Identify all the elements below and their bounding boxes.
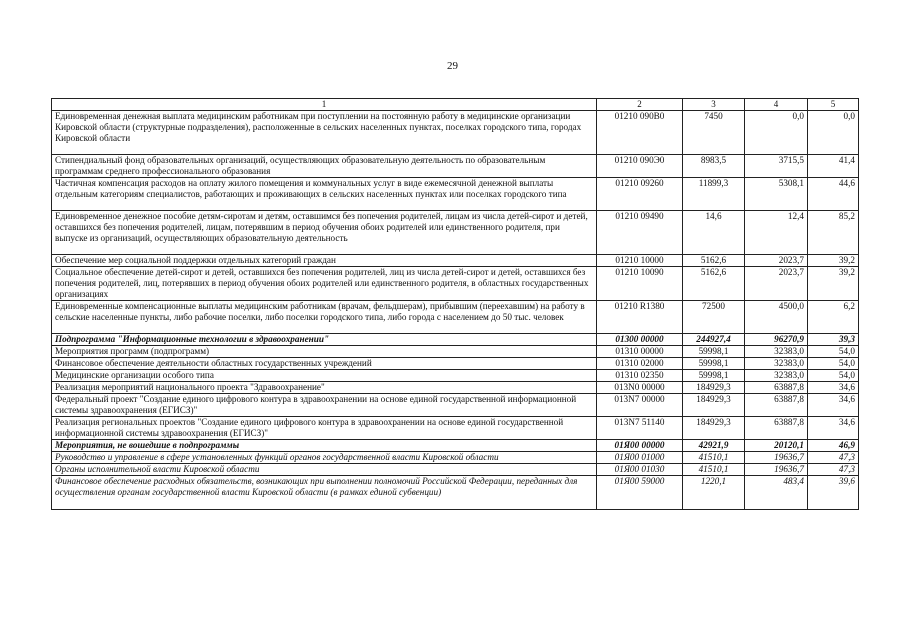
row-plan-cell: 1220,1 xyxy=(683,476,745,510)
row-fact-cell: 2023,7 xyxy=(745,267,808,301)
table-row xyxy=(52,370,859,382)
row-plan-cell: 7450 xyxy=(683,111,745,155)
row-code-cell: 01210 090В0 xyxy=(597,111,683,155)
table-row xyxy=(52,476,859,510)
row-plan-cell: 59998,1 xyxy=(683,370,745,382)
table-row xyxy=(52,267,859,301)
row-plan-cell: 8983,5 xyxy=(683,155,745,178)
budget-table xyxy=(51,98,859,510)
row-name-cell: Реализация мероприятий национального проекта "Здравоохранение" xyxy=(52,382,597,394)
row-name-cell: Социальное обеспечение детей-сирот и детей, оставшихся без попечения родителей, лиц из числа детей-сирот и детей, оставшихся без попечения родителей, лиц, потерявших в период обучения обоих родителей или единственного родителя, в областных государственных организациях xyxy=(52,267,597,301)
table-row xyxy=(52,301,859,334)
row-percent-cell: 39,2 xyxy=(808,267,859,301)
row-name-cell: Единовременное денежное пособие детям-сиротам и детям, оставшимся без попечения родителей, лицам из числа детей-сирот и детей, оставшихся без попечения родителей, лицам, потерявшим в период обучения обоих родителей или единственного родителя, при выпуске из организаций, осуществляющих образовательную деятельность xyxy=(52,211,597,255)
row-code-cell: 01210 090Э0 xyxy=(597,155,683,178)
table-row xyxy=(52,211,859,255)
row-percent-cell: 0,0 xyxy=(808,111,859,155)
row-plan-cell: 72500 xyxy=(683,301,745,334)
row-code-cell: 013N0 00000 xyxy=(597,382,683,394)
row-percent-cell: 54,0 xyxy=(808,346,859,358)
row-plan-cell: 42921,9 xyxy=(683,440,745,452)
row-plan-cell: 59998,1 xyxy=(683,346,745,358)
row-fact-cell: 32383,0 xyxy=(745,358,808,370)
row-fact-cell: 4500,0 xyxy=(745,301,808,334)
row-percent-cell: 54,0 xyxy=(808,358,859,370)
row-fact-cell: 63887,8 xyxy=(745,394,808,417)
row-code-cell: 01210 09260 xyxy=(597,178,683,211)
table-row xyxy=(52,155,859,178)
row-name-cell: Мероприятия программ (подпрограмм) xyxy=(52,346,597,358)
table-row xyxy=(52,334,859,346)
row-code-cell: 01210 10090 xyxy=(597,267,683,301)
row-fact-cell: 0,0 xyxy=(745,111,808,155)
row-percent-cell: 54,0 xyxy=(808,370,859,382)
row-code-cell: 01310 02350 xyxy=(597,370,683,382)
row-fact-cell: 483,4 xyxy=(745,476,808,510)
row-code-cell: 01300 00000 xyxy=(597,334,683,346)
row-fact-cell: 19636,7 xyxy=(745,452,808,464)
row-percent-cell: 34,6 xyxy=(808,382,859,394)
row-percent-cell: 39,3 xyxy=(808,334,859,346)
table-row xyxy=(52,346,859,358)
row-plan-cell: 59998,1 xyxy=(683,358,745,370)
header-col-4: 4 xyxy=(745,99,808,111)
row-percent-cell: 47,3 xyxy=(808,452,859,464)
table-body xyxy=(52,111,859,510)
row-percent-cell: 34,6 xyxy=(808,417,859,440)
row-fact-cell: 32383,0 xyxy=(745,346,808,358)
row-name-cell: Единовременная денежная выплата медицинским работникам при поступлении на постоянную работу в медицинские организации Кировской области (структурные подразделения), расположенные в сельских населенных пунктах, поселках городского типа, городах Кировской области xyxy=(52,111,597,155)
row-fact-cell: 2023,7 xyxy=(745,255,808,267)
row-code-cell: 013N7 51140 xyxy=(597,417,683,440)
table-row xyxy=(52,394,859,417)
row-percent-cell: 44,6 xyxy=(808,178,859,211)
table-row xyxy=(52,111,859,155)
row-code-cell: 01310 02000 xyxy=(597,358,683,370)
row-fact-cell: 12,4 xyxy=(745,211,808,255)
row-code-cell: 01Я00 01000 xyxy=(597,452,683,464)
row-name-cell: Руководство и управление в сфере установленных функций органов государственной власти Кировской области xyxy=(52,452,597,464)
row-plan-cell: 41510,1 xyxy=(683,452,745,464)
row-plan-cell: 5162,6 xyxy=(683,255,745,267)
row-name-cell: Единовременные компенсационные выплаты медицинским работникам (врачам, фельдшерам), прибывшим (переехавшим) на работу в сельские населенные пункты, либо рабочие поселки, либо поселки городского типа, либо города с населением до 50 тыс. человек xyxy=(52,301,597,334)
table-row xyxy=(52,178,859,211)
row-name-cell: Стипендиальный фонд образовательных организаций, осуществляющих образовательную деятельность по образовательным программам среднего профессионального образования xyxy=(52,155,597,178)
row-percent-cell: 39,2 xyxy=(808,255,859,267)
row-code-cell: 01Я00 01030 xyxy=(597,464,683,476)
row-fact-cell: 96270,9 xyxy=(745,334,808,346)
row-plan-cell: 41510,1 xyxy=(683,464,745,476)
row-name-cell: Органы исполнительной власти Кировской области xyxy=(52,464,597,476)
row-fact-cell: 3715,5 xyxy=(745,155,808,178)
row-percent-cell: 34,6 xyxy=(808,394,859,417)
row-fact-cell: 32383,0 xyxy=(745,370,808,382)
row-percent-cell: 85,2 xyxy=(808,211,859,255)
row-percent-cell: 41,4 xyxy=(808,155,859,178)
row-plan-cell: 244927,4 xyxy=(683,334,745,346)
table-row xyxy=(52,440,859,452)
row-name-cell: Подпрограмма "Информационные технологии в здравоохранении" xyxy=(52,334,597,346)
row-plan-cell: 5162,6 xyxy=(683,267,745,301)
row-name-cell: Мероприятия, не вошедшие в подпрограммы xyxy=(52,440,597,452)
table-row xyxy=(52,358,859,370)
row-plan-cell: 184929,3 xyxy=(683,394,745,417)
row-code-cell: 01210 10000 xyxy=(597,255,683,267)
row-code-cell: 01Я00 59000 xyxy=(597,476,683,510)
header-row xyxy=(52,99,859,111)
header-col-5: 5 xyxy=(808,99,859,111)
row-code-cell: 01210 09490 xyxy=(597,211,683,255)
row-fact-cell: 20120,1 xyxy=(745,440,808,452)
table-row xyxy=(52,382,859,394)
row-name-cell: Финансовое обеспечение деятельности областных государственных учреждений xyxy=(52,358,597,370)
row-name-cell: Обеспечение мер социальной поддержки отдельных категорий граждан xyxy=(52,255,597,267)
row-fact-cell: 63887,8 xyxy=(745,417,808,440)
row-code-cell: 013N7 00000 xyxy=(597,394,683,417)
table-row xyxy=(52,464,859,476)
row-name-cell: Медицинские организации особого типа xyxy=(52,370,597,382)
row-name-cell: Частичная компенсация расходов на оплату жилого помещения и коммунальных услуг в виде ежемесячной денежной выплаты отдельным категориям специалистов, работающих и проживающих в сельских населенных пунктах или поселках городского типа xyxy=(52,178,597,211)
header-col-1: 1 xyxy=(52,99,597,111)
row-plan-cell: 14,6 xyxy=(683,211,745,255)
row-fact-cell: 63887,8 xyxy=(745,382,808,394)
row-percent-cell: 46,9 xyxy=(808,440,859,452)
row-percent-cell: 47,3 xyxy=(808,464,859,476)
row-plan-cell: 184929,3 xyxy=(683,417,745,440)
row-name-cell: Реализация региональных проектов "Создание единого цифрового контура в здравоохранении на основе единой государственной информационной системы здравоохранения (ЕГИСЗ)" xyxy=(52,417,597,440)
page-number: 29 xyxy=(447,60,458,72)
row-name-cell: Федеральный проект "Создание единого цифрового контура в здравоохранении на основе единой государственной информационной системы здравоохранения (ЕГИСЗ)" xyxy=(52,394,597,417)
row-code-cell: 01210 R1380 xyxy=(597,301,683,334)
row-percent-cell: 6,2 xyxy=(808,301,859,334)
row-code-cell: 01Я00 00000 xyxy=(597,440,683,452)
table-row xyxy=(52,417,859,440)
row-plan-cell: 184929,3 xyxy=(683,382,745,394)
row-name-cell: Финансовое обеспечение расходных обязательств, возникающих при выполнении полномочий Российской Федерации, переданных для осуществления органам государственной власти Кировской области (в рамках единой субвенции) xyxy=(52,476,597,510)
header-col-2: 2 xyxy=(597,99,683,111)
header-col-3: 3 xyxy=(683,99,745,111)
row-code-cell: 01310 00000 xyxy=(597,346,683,358)
row-fact-cell: 5308,1 xyxy=(745,178,808,211)
row-plan-cell: 11899,3 xyxy=(683,178,745,211)
table-row xyxy=(52,255,859,267)
row-percent-cell: 39,6 xyxy=(808,476,859,510)
table-row xyxy=(52,452,859,464)
row-fact-cell: 19636,7 xyxy=(745,464,808,476)
